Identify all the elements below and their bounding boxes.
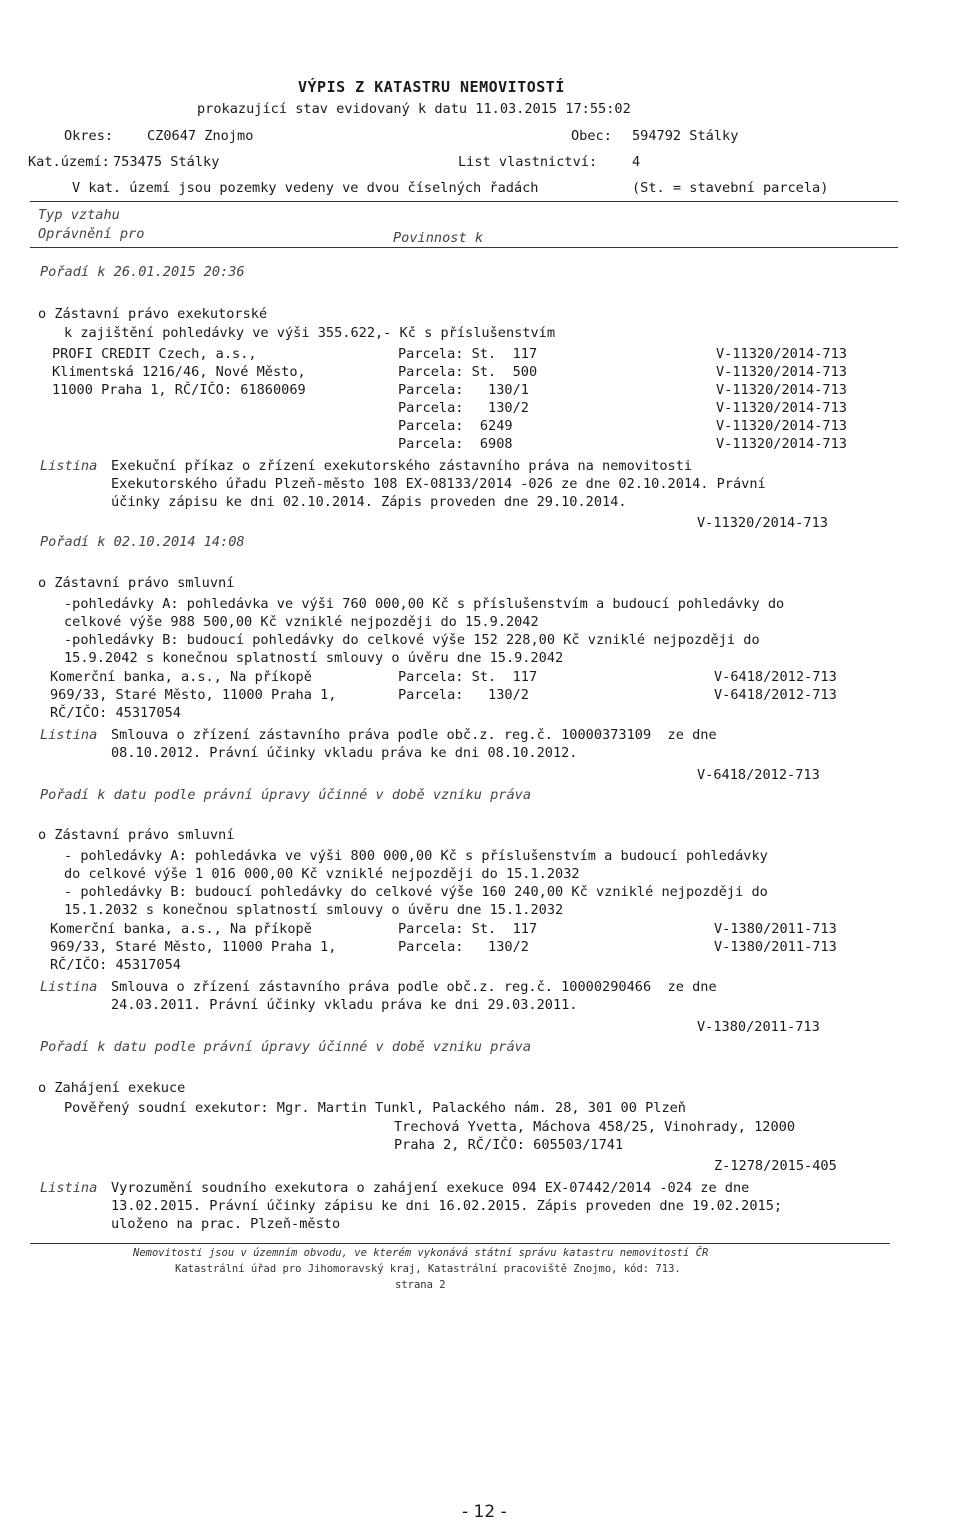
- reference-number: V-1380/2011-713: [714, 921, 837, 937]
- listina-line: 13.02.2015. Právní účinky zápisu ke dni 16.02.2015. Zápis proveden dne 19.02.2015;: [111, 1198, 783, 1214]
- parcel-line: Parcela: 6908: [398, 436, 513, 452]
- holder-line: Klimentská 1216/46, Nové Město,: [52, 364, 306, 380]
- entry-description: 15.1.2032 s konečnou splatností smlouvy o úvěru dne 15.1.2032: [64, 902, 564, 918]
- reference-number: Z-1278/2015-405: [714, 1158, 837, 1174]
- header-note-right: (St. = stavební parcela): [632, 180, 829, 196]
- parcel-line: Parcela: St. 117: [398, 921, 538, 937]
- listina-label: Listina: [40, 979, 98, 995]
- obec-label: Obec:: [571, 128, 612, 144]
- parcel-line: Parcela: St. 500: [398, 364, 538, 380]
- reference-number: V-1380/2011-713: [714, 939, 837, 955]
- holder-line: Komerční banka, a.s., Na příkopě: [50, 669, 312, 685]
- listina-line: Vyrozumění soudního exekutora o zahájení exekuce 094 EX-07442/2014 -024 ze dne: [111, 1180, 750, 1196]
- column-opravneni-pro: Oprávnění pro: [38, 226, 145, 242]
- footer-line: Katastrální úřad pro Jihomoravský kraj, Katastrální pracoviště Znojmo, kód: 713.: [175, 1263, 681, 1275]
- okres-value: CZ0647 Znojmo: [147, 128, 254, 144]
- lv-value: 4: [632, 154, 641, 170]
- katuzemi-value: 753475 Stálky: [113, 154, 220, 170]
- debtor-line: Praha 2, RČ/IČO: 605503/1741: [394, 1137, 624, 1153]
- poradi-line: Pořadí k datu podle právní úpravy účinné v době vzniku práva: [40, 787, 532, 803]
- footer-line: Nemovitosti jsou v územním obvodu, ve kterém vykonává státní správu katastru nemovitostí ČR: [133, 1247, 709, 1259]
- entry-description: -pohledávky A: pohledávka ve výši 760 000,00 Kč s příslušenstvím a budoucí pohledávky do: [64, 596, 785, 612]
- page-number: - 12 -: [462, 1502, 507, 1522]
- entry-description: -pohledávky B: budoucí pohledávky do celkové výše 152 228,00 Kč vzniklé nejpozději do: [64, 632, 760, 648]
- reference-number: V-11320/2014-713: [716, 436, 847, 452]
- parcel-line: Parcela: 6249: [398, 418, 513, 434]
- reference-number: V-6418/2012-713: [714, 687, 837, 703]
- document-subtitle: prokazující stav evidovaný k datu 11.03.2015 17:55:02: [197, 101, 631, 117]
- listina-line: účinky zápisu ke dni 02.10.2014. Zápis proveden dne 29.10.2014.: [111, 494, 627, 510]
- parcel-line: Parcela: St. 117: [398, 669, 538, 685]
- entry-title: o Zahájení exekuce: [38, 1080, 186, 1096]
- reference-number: V-11320/2014-713: [716, 364, 847, 380]
- entry-description: - pohledávky B: budoucí pohledávky do celkové výše 160 240,00 Kč vzniklé nejpozději do: [64, 884, 768, 900]
- column-povinnost-k: Povinnost k: [393, 230, 484, 246]
- parcel-line: Parcela: St. 117: [398, 346, 538, 362]
- listina-line: Smlouva o zřízení zástavního práva podle obč.z. reg.č. 10000290466 ze dne: [111, 979, 717, 995]
- katuzemi-label: Kat.území:: [28, 154, 110, 170]
- divider: [30, 247, 898, 248]
- footer-page-label: strana 2: [395, 1279, 446, 1291]
- listina-label: Listina: [40, 727, 98, 743]
- entry-title: o Zástavní právo exekutorské: [38, 306, 268, 322]
- parcel-line: Parcela: 130/2: [398, 687, 529, 703]
- listina-label: Listina: [40, 458, 98, 474]
- listina-line: Exekuční příkaz o zřízení exekutorského zástavního práva na nemovitosti: [111, 458, 693, 474]
- listina-line: uloženo na prac. Plzeň-město: [111, 1216, 341, 1232]
- entry-description: 15.9.2042 s konečnou splatností smlouvy o úvěru dne 15.9.2042: [64, 650, 564, 666]
- entry-title: o Zástavní právo smluvní: [38, 827, 235, 843]
- divider: [30, 201, 898, 202]
- reference-number: V-11320/2014-713: [716, 400, 847, 416]
- obec-value: 594792 Stálky: [632, 128, 739, 144]
- listina-line: 24.03.2011. Právní účinky vkladu práva ke dni 29.03.2011.: [111, 997, 578, 1013]
- holder-line: RČ/IČO: 45317054: [50, 957, 181, 973]
- listina-label: Listina: [40, 1180, 98, 1196]
- footer-divider: [30, 1243, 890, 1244]
- entry-description: do celkové výše 1 016 000,00 Kč vzniklé nejpozději do 15.1.2032: [64, 866, 580, 882]
- holder-line: Komerční banka, a.s., Na příkopě: [50, 921, 312, 937]
- poradi-line: Pořadí k 02.10.2014 14:08: [40, 534, 245, 550]
- header-note: V kat. území jsou pozemky vedeny ve dvou číselných řadách: [72, 180, 539, 196]
- holder-line: 969/33, Staré Město, 11000 Praha 1,: [50, 687, 337, 703]
- entry-description: celkové výše 988 500,00 Kč vzniklé nejpozději do 15.9.2042: [64, 614, 539, 630]
- lv-label: List vlastnictví:: [458, 154, 598, 170]
- entry-description: k zajištění pohledávky ve výši 355.622,- Kč s příslušenstvím: [64, 325, 556, 341]
- reference-number: V-6418/2012-713: [714, 669, 837, 685]
- reference-number: V-11320/2014-713: [716, 382, 847, 398]
- okres-label: Okres:: [64, 128, 114, 144]
- listina-reference: V-6418/2012-713: [697, 767, 820, 783]
- poradi-line: Pořadí k 26.01.2015 20:36: [40, 264, 245, 280]
- reference-number: V-11320/2014-713: [716, 346, 847, 362]
- holder-line: PROFI CREDIT Czech, a.s.,: [52, 346, 257, 362]
- column-typ-vztahu: Typ vztahu: [38, 207, 120, 223]
- listina-line: 08.10.2012. Právní účinky vkladu práva ke dni 08.10.2012.: [111, 745, 578, 761]
- holder-line: 11000 Praha 1, RČ/IČO: 61860069: [52, 382, 306, 398]
- reference-number: V-11320/2014-713: [716, 418, 847, 434]
- holder-line: RČ/IČO: 45317054: [50, 705, 181, 721]
- listina-line: Exekutorského úřadu Plzeň-město 108 EX-08133/2014 -026 ze dne 02.10.2014. Právní: [111, 476, 766, 492]
- parcel-line: Parcela: 130/2: [398, 400, 529, 416]
- document-title: VÝPIS Z KATASTRU NEMOVITOSTÍ: [298, 78, 565, 96]
- entry-title: o Zástavní právo smluvní: [38, 575, 235, 591]
- poradi-line: Pořadí k datu podle právní úpravy účinné v době vzniku práva: [40, 1039, 532, 1055]
- parcel-line: Parcela: 130/1: [398, 382, 529, 398]
- holder-line: 969/33, Staré Město, 11000 Praha 1,: [50, 939, 337, 955]
- executor-line: Pověřený soudní exekutor: Mgr. Martin Tunkl, Palackého nám. 28, 301 00 Plzeň: [64, 1100, 686, 1116]
- listina-line: Smlouva o zřízení zástavního práva podle obč.z. reg.č. 10000373109 ze dne: [111, 727, 717, 743]
- debtor-line: Trechová Yvetta, Máchova 458/25, Vinohrady, 12000: [394, 1119, 796, 1135]
- parcel-line: Parcela: 130/2: [398, 939, 529, 955]
- entry-description: - pohledávky A: pohledávka ve výši 800 000,00 Kč s příslušenstvím a budoucí pohledávky: [64, 848, 768, 864]
- listina-reference: V-11320/2014-713: [697, 515, 828, 531]
- listina-reference: V-1380/2011-713: [697, 1019, 820, 1035]
